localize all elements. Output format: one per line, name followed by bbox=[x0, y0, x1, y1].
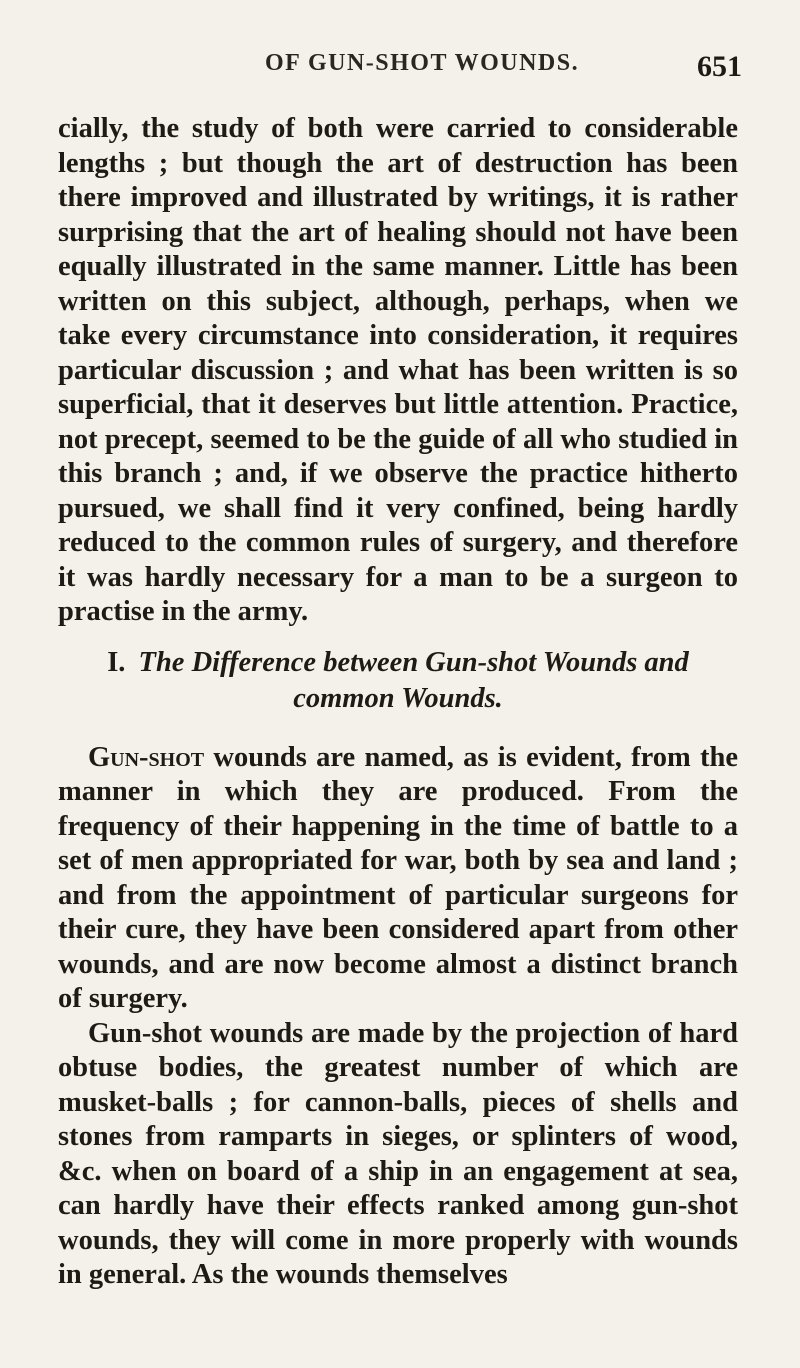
paragraph-1: cially, the study of both were carried to considerable lengths ; but though the art of destruction has been there improved and illustrated by writings, it is rather surprising that the art of healing should not have been equally illustrated in the same manner. Little has been written on this subject, although, perhaps, when we take every circumstance into consideration, it requires particular discussion ; and what has been written is so superficial, that it deserves but little attention. Practice, not precept, seemed to be the guide of all who studied in this branch ; and, if we observe the practice hitherto pursued, we shall find it very confined, being hardly reduced to the common rules of surgery, and therefore it was hardly necessary for a man to be a surgeon to practise in the army. bbox=[58, 113, 738, 627]
running-title: OF GUN-SHOT WOUNDS. bbox=[265, 50, 580, 76]
page-number: 651 bbox=[697, 50, 742, 83]
body-text bbox=[58, 112, 738, 1293]
paragraph-2 bbox=[58, 741, 738, 1017]
paragraph-2-rest: wounds are named, as is evident, from the manner in which they are produced. From the frequency of their happening in the time of battle to a set of men appropriated for war, both by sea and land ; and from the appointment of particular surgeons for their cure, they have been considered apart from other wounds, and are now become almost a distinct branch of surgery. bbox=[58, 741, 738, 1014]
paragraph-3: Gun-shot wounds are made by the projection of hard obtuse bodies, the greatest number of which are musket-balls ; for cannon-balls, pieces of shells and stones from ramparts in sieges, or splinters of wood, &c. when on board of a ship in an engagement at sea, can hardly have their effects ranked among gun-shot wounds, they will come in more properly with wounds in general. As the wounds themselves bbox=[58, 1017, 738, 1290]
section-heading bbox=[58, 645, 738, 717]
running-head bbox=[0, 50, 800, 90]
section-number: I. bbox=[107, 646, 126, 678]
paragraph-2-lead: Gun-shot bbox=[88, 741, 205, 773]
section-title: The Difference between Gun-shot Wounds and common Wounds. bbox=[138, 646, 689, 714]
